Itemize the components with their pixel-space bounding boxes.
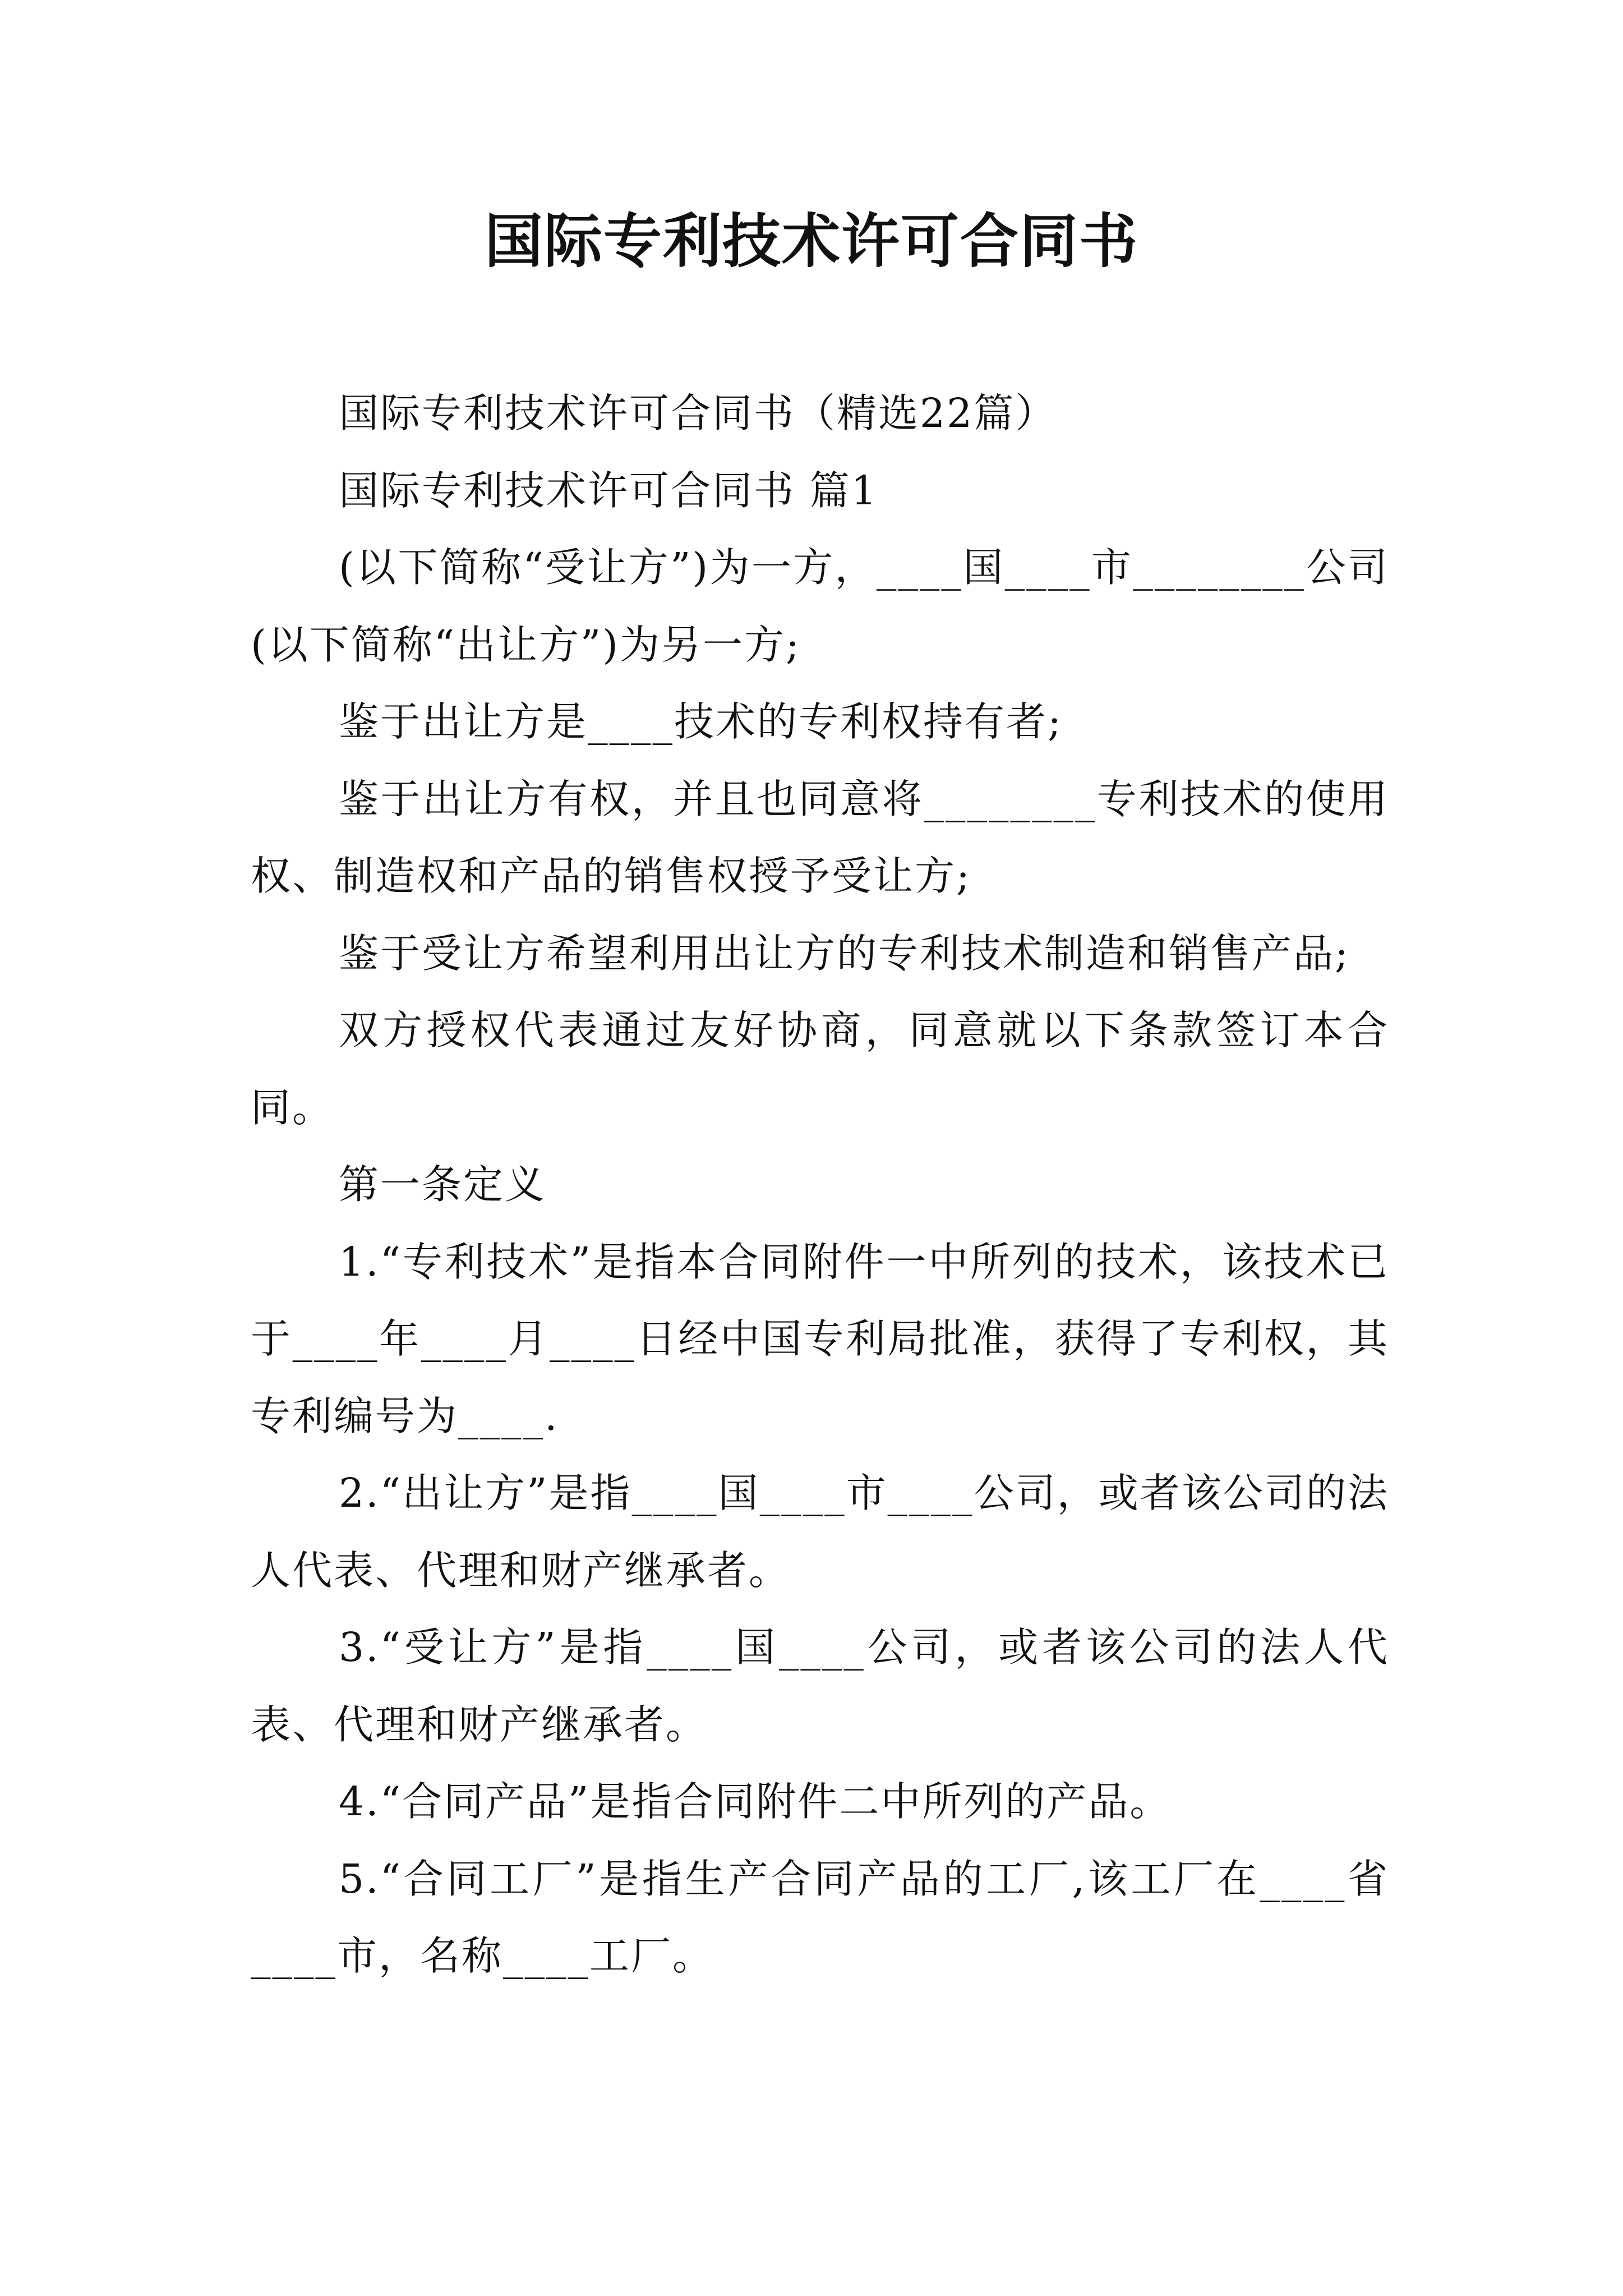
paragraph: 国际专利技术许可合同书 篇1: [339, 467, 878, 514]
paragraph: 鉴于出让方是____技术的专利权持有者;: [339, 698, 1063, 745]
paragraph: 1.“专利技术”是指本合同附件一中所列的技术，该技术已于____年____月____日经中国专利局批准，获得了专利权，其专利编号为____.: [251, 1238, 1389, 1439]
paragraph: 4.“合同产品”是指合同附件二中所列的产品。: [339, 1778, 1172, 1825]
document-body: [251, 375, 1389, 1995]
document-title: 国际专利技术许可合同书: [484, 206, 1138, 275]
section-heading: 第一条定义: [339, 1161, 547, 1208]
paragraph: 5.“合同工厂”是指生产合同产品的工厂,该工厂在____省____市，名称____工厂。: [251, 1855, 1389, 1979]
paragraph: 鉴于出让方有权，并且也同意将________专利技术的使用权、制造权和产品的销售权授予受让方;: [251, 775, 1389, 899]
paragraph: 鉴于受让方希望利用出让方的专利技术制造和销售产品;: [339, 930, 1350, 977]
paragraph: 2.“出让方”是指____国____市____公司，或者该公司的法人代表、代理和财产继承者。: [251, 1470, 1389, 1594]
paragraph: 3.“受让方”是指____国____公司，或者该公司的法人代表、代理和财产继承者。: [251, 1624, 1389, 1748]
paragraph: 双方授权代表通过友好协商，同意就以下条款签订本合同。: [251, 1007, 1389, 1131]
paragraph: 国际专利技术许可合同书（精选22篇）: [339, 390, 1057, 436]
paragraph: (以下简称“受让方”)为一方，____国____市________公司(以下简称“出让方”)为另一方;: [251, 544, 1389, 668]
